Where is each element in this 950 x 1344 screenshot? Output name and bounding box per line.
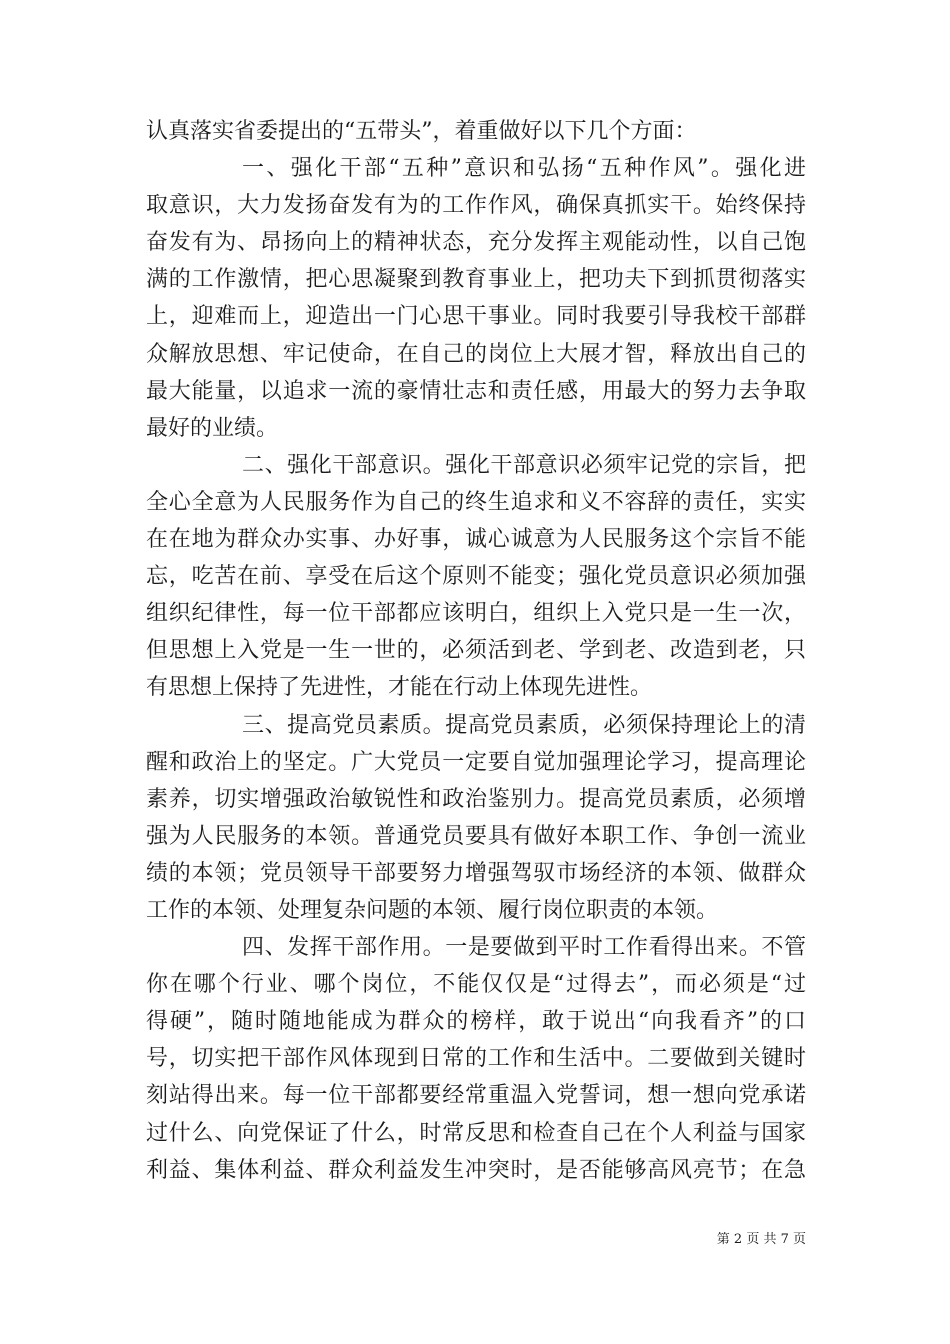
text-line: 认真落实省委提出的“五带头”，着重做好以下几个方面： bbox=[146, 119, 697, 144]
page-number-footer: 第 2 页 共 7 页 bbox=[716, 1232, 806, 1247]
text-line: 忘，吃苦在前、享受在后这个原则不能变；强化党员意识必须加强 bbox=[146, 564, 806, 590]
text-line: 利益、集体利益、群众利益发生冲突时，是否能够高风亮节；在急 bbox=[146, 1157, 806, 1183]
text-line: 过什么、向党保证了什么，时常反思和检查自己在个人利益与国家 bbox=[146, 1120, 806, 1146]
text-line: 最好的业绩。 bbox=[146, 415, 279, 441]
text-line: 四、发挥干部作用。一是要做到平时工作看得出来。不管 bbox=[242, 935, 806, 961]
text-line: 号，切实把干部作风体现到日常的工作和生活中。二要做到关键时 bbox=[146, 1046, 806, 1072]
text-line: 三、提高党员素质。提高党员素质，必须保持理论上的清 bbox=[242, 712, 806, 738]
text-line: 绩的本领；党员领导干部要努力增强驾驭市场经济的本领、做群众 bbox=[146, 860, 806, 886]
text-line: 众解放思想、牢记使命，在自己的岗位上大展才智，释放出自己的 bbox=[146, 341, 806, 367]
text-line: 醒和政治上的坚定。广大党员一定要自觉加强理论学习，提高理论 bbox=[146, 749, 806, 775]
text-line: 有思想上保持了先进性，才能在行动上体现先进性。 bbox=[146, 675, 653, 701]
text-line: 奋发有为、昂扬向上的精神状态，充分发挥主观能动性，以自己饱 bbox=[146, 230, 806, 256]
text-line: 强为人民服务的本领。普通党员要具有做好本职工作、争创一流业 bbox=[146, 823, 806, 849]
text-line: 得硬”，随时随地能成为群众的榜样，敢于说出“向我看齐”的口 bbox=[146, 1009, 806, 1035]
body-text bbox=[146, 113, 806, 1189]
text-line: 工作的本领、处理复杂问题的本领、履行岗位职责的本领。 bbox=[146, 897, 719, 923]
text-line: 素养，切实增强政治敏锐性和政治鉴别力。提高党员素质，必须增 bbox=[146, 786, 806, 812]
text-line: 你在哪个行业、哪个岗位，不能仅仅是“过得去”，而必须是“过 bbox=[146, 972, 806, 998]
text-line: 最大能量，以追求一流的豪情壮志和责任感，用最大的努力去争取 bbox=[146, 378, 806, 404]
text-line: 上，迎难而上，迎造出一门心思干事业。同时我要引导我校干部群 bbox=[146, 304, 806, 330]
text-line: 取意识，大力发扬奋发有为的工作作风，确保真抓实干。始终保持 bbox=[146, 193, 806, 219]
text-line: 组织纪律性，每一位干部都应该明白，组织上入党只是一生一次， bbox=[146, 601, 806, 627]
text-line: 在在地为群众办实事、办好事，诚心诚意为人民服务这个宗旨不能 bbox=[146, 527, 806, 553]
text-line: 二、强化干部意识。强化干部意识必须牢记党的宗旨，把 bbox=[242, 452, 806, 478]
text-line: 全心全意为人民服务作为自己的终生追求和义不容辞的责任，实实 bbox=[146, 489, 806, 515]
text-line: 一、强化干部“五种”意识和弘扬“五种作风”。强化进 bbox=[242, 156, 806, 182]
text-line: 刻站得出来。每一位干部都要经常重温入党誓词，想一想向党承诺 bbox=[146, 1083, 806, 1109]
text-line: 但思想上入党是一生一世的，必须活到老、学到老、改造到老，只 bbox=[146, 638, 806, 664]
text-line: 满的工作激情，把心思凝聚到教育事业上，把功夫下到抓贯彻落实 bbox=[146, 267, 806, 293]
